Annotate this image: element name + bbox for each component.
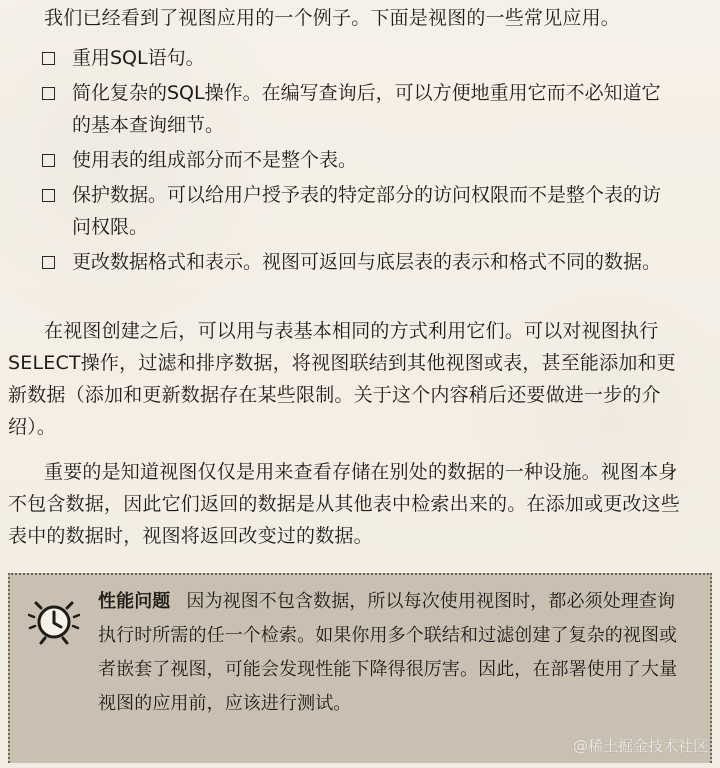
usage-paragraph: 在视图创建之后，可以用与表基本相同的方式利用它们。可以对视图执行SELECT操作，过滤和排序数据，将视图联结到其他视图或表，甚至能添加和更新数据（添加和更新数据存在某些限制。关于这个内容稍后还要做进一步的介绍）。 (8, 320, 676, 438)
checkbox-icon (42, 87, 55, 100)
alarm-clock-icon (28, 595, 80, 647)
list-item (42, 77, 678, 141)
checkbox-icon (42, 52, 55, 65)
bullet-text: 保护数据。可以给用户授予表的特定部分的访问权限而不是整个表的访问权限。 (72, 184, 662, 238)
watermark: @稀土掘金技术社区 (572, 737, 708, 755)
checkbox-icon (42, 154, 55, 167)
bullet-text: 简化复杂的SQL操作。在编写查询后，可以方便地重用它而不必知道它的基本查询细节。 (72, 82, 661, 136)
list-item (42, 42, 678, 74)
note-title: 性能问题 (98, 591, 171, 612)
bullet-text: 使用表的组成部分而不是整个表。 (72, 149, 358, 171)
important-paragraph: 重要的是知道视图仅仅是用来查看存储在别处的数据的一种设施。视图本身不包含数据，因此它们返回的数据是从其他表中检索出来的。在添加或更改这些表中的数据时，视图将返回改变过的数据。 (8, 461, 681, 547)
list-item (42, 179, 678, 243)
bullet-list (42, 42, 678, 281)
list-item (42, 144, 678, 176)
bullet-text: 更改数据格式和表示。视图可返回与底层表的表示和格式不同的数据。 (72, 251, 662, 273)
performance-note-text (98, 585, 692, 721)
intro-paragraph: 我们已经看到了视图应用的一个例子。下面是视图的一些常见应用。 (44, 7, 621, 29)
list-item (42, 246, 678, 278)
note-body: 因为视图不包含数据，所以每次使用视图时，都必须处理查询执行时所需的任一个检索。如果你用多个联结和过滤创建了复杂的视图或者嵌套了视图，可能会发现性能下降得很厉害。因此，在部署使用了大量视图的应用前，应该进行测试。 (98, 591, 678, 714)
checkbox-icon (42, 189, 55, 202)
checkbox-icon (42, 256, 55, 269)
bullet-text: 重用SQL语句。 (72, 47, 205, 69)
